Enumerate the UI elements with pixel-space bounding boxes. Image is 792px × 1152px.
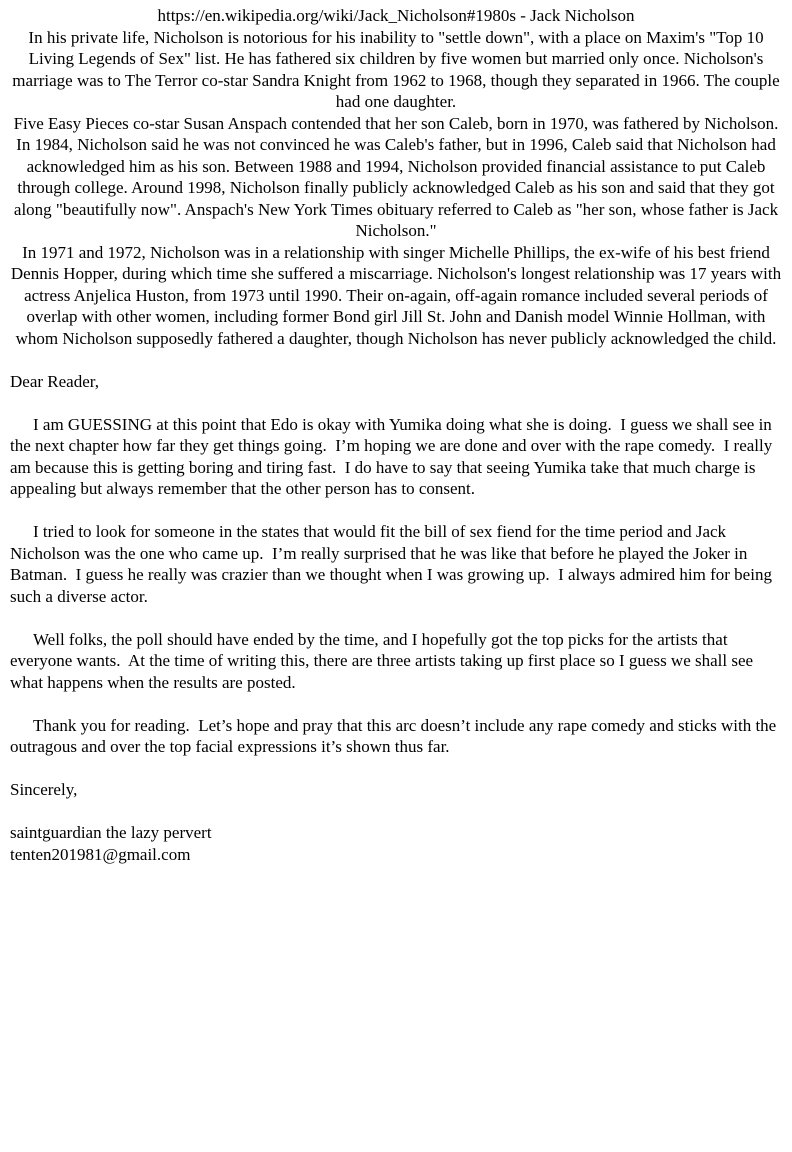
wikipedia-excerpt	[10, 27, 782, 350]
signature-email: tenten201981@gmail.com	[10, 844, 191, 864]
letter-paragraph: Well folks, the poll should have ended by the time, and I hopefully got the top picks for the artists that everyone wants. At the time of writing this, there are three artists taking up first place so I guess we shall see what happens when the results are posted.	[10, 629, 758, 692]
letter-paragraph: Thank you for reading. Let’s hope and pray that this arc doesn’t include any rape comedy and sticks with the outragous and over the top facial expressions it’s shown thus far.	[10, 715, 781, 756]
letter-closing: Sincerely,	[10, 780, 78, 799]
letter-salutation: Dear Reader,	[10, 371, 99, 391]
excerpt-paragraph: Five Easy Pieces co-star Susan Anspach contended that her son Caleb, born in 1970, was fathered by Nicholson. In 1984, Nicholson said he was not convinced he was Caleb's father, but in 1996, Caleb said that Nicholson had acknowledged him as his son. Between 1988 and 1994, Nicholson provided financial assistance to put Caleb through college. Around 1998, Nicholson finally publicly acknowledged Caleb as his son and said that they got along "beautifully now". Anspach's New York Times obituary referred to Caleb as "her son, whose father is Jack Nicholson."	[13, 113, 779, 240]
source-url-line: https://en.wikipedia.org/wiki/Jack_Nicholson#1980s - Jack Nicholson	[157, 6, 635, 25]
excerpt-paragraph: In his private life, Nicholson is notorious for his inability to "settle down", with a place on Maxim's "Top 10 Living Legends of Sex" list. He has fathered six children by five women but married only once. Nicholson's marriage was to The Terror co-star Sandra Knight from 1962 to 1968, though they separated in 1966. The couple had one daughter.	[12, 27, 780, 111]
letter-paragraph: I tried to look for someone in the states that would fit the bill of sex fiend for the time period and Jack Nicholson was the one who came up. I’m really surprised that he was like that before he played the Joker in Batman. I guess he really was crazier than we thought when I was growing up. I always admired him for being such a diverse actor.	[10, 522, 777, 606]
excerpt-paragraph: In 1971 and 1972, Nicholson was in a relationship with singer Michelle Phillips, the ex-wife of his best friend Dennis Hopper, during which time she suffered a miscarriage. Nicholson's longest relationship was 17 years with actress Anjelica Huston, from 1973 until 1990. Their on-again, off-again romance included several periods of overlap with other women, including former Bond girl Jill St. John and Danish model Winnie Hollman, with whom Nicholson supposedly fathered a daughter, though Nicholson has never publicly acknowledged the child.	[10, 242, 782, 348]
signature-block	[10, 822, 782, 865]
signature-name: saintguardian the lazy pervert	[10, 823, 212, 842]
reader-letter	[10, 371, 782, 866]
letter-paragraph: I am GUESSING at this point that Edo is okay with Yumika doing what she is doing. I guess we shall see in the next chapter how far they get things going. I’m hoping we are done and over with the rape comedy. I really am because this is getting boring and tiring fast. I do have to say that seeing Yumika take that much charge is appealing but always remember that the other person has to consent.	[10, 414, 777, 498]
